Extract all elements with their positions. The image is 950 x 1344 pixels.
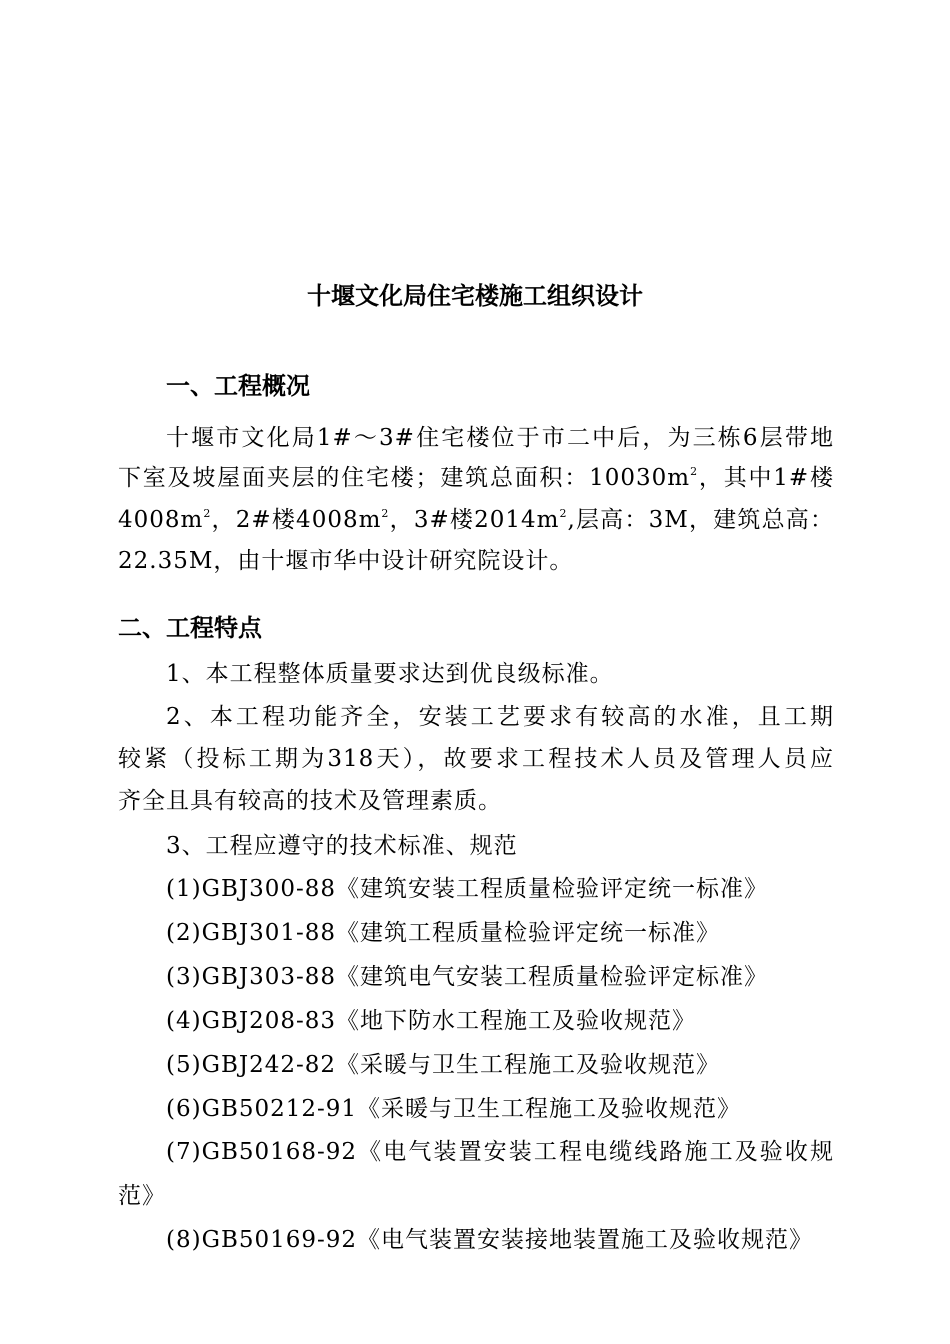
superscript-2: 2 [203,507,212,520]
superscript-2: 2 [381,507,390,520]
superscript-2: 2 [690,465,699,478]
overview-line-3 [118,504,834,536]
document-title: 十堰文化局住宅楼施工组织设计 [307,282,643,310]
standard-item-7-line-2: 范》 [118,1183,166,1209]
section-heading-features: 二、工程特点 [118,614,262,642]
feature-item-2-line-1: 2、本工程功能齐全，安装工艺要求有较高的水准，且工期 [166,704,834,730]
overview-line-1: 十堰市文化局1#～3#住宅楼位于市二中后，为三栋6层带地 [166,425,834,451]
standard-item-6: (6)GB50212-91《采暖与卫生工程施工及验收规范》 [166,1096,742,1122]
standard-item-3: (3)GBJ303-88《建筑电气安装工程质量检验评定标准》 [166,964,769,990]
feature-item-3: 3、工程应遵守的技术标准、规范 [166,833,518,859]
feature-item-2-line-2: 较紧（投标工期为318天），故要求工程技术人员及管理人员应 [118,746,834,772]
overview-line-3-text-a: 4008m [118,507,204,533]
overview-line-3-text-b: ，2#楼4008m [211,507,382,533]
overview-line-3-text-c: ，3#楼2014m [389,507,560,533]
overview-line-4: 22.35M，由十堰市华中设计研究院设计。 [118,548,574,574]
overview-line-2-text-a: 下室及坡屋面夹层的住宅楼；建筑总面积：10030m [118,465,691,491]
overview-line-2 [118,462,834,494]
standard-item-5: (5)GBJ242-82《采暖与卫生工程施工及验收规范》 [166,1052,721,1078]
standard-item-8: (8)GB50169-92《电气装置安装接地装置施工及验收规范》 [166,1227,814,1253]
standard-item-2: (2)GBJ301-88《建筑工程质量检验评定统一标准》 [166,920,721,946]
overview-line-2-text-b: ，其中1#楼 [698,465,834,491]
section-heading-overview: 一、工程概况 [166,372,310,400]
feature-item-2-line-3: 齐全且具有较高的技术及管理素质。 [118,788,502,814]
standard-item-7-line-1: (7)GB50168-92《电气装置安装工程电缆线路施工及验收规 [166,1139,834,1165]
overview-line-3-text-d: ,层高：3M，建筑总高： [567,507,834,533]
superscript-2: 2 [559,507,568,520]
standard-item-4: (4)GBJ208-83《地下防水工程施工及验收规范》 [166,1008,697,1034]
standard-item-1: (1)GBJ300-88《建筑安装工程质量检验评定统一标准》 [166,876,769,902]
feature-item-1: 1、本工程整体质量要求达到优良级标准。 [166,661,614,687]
